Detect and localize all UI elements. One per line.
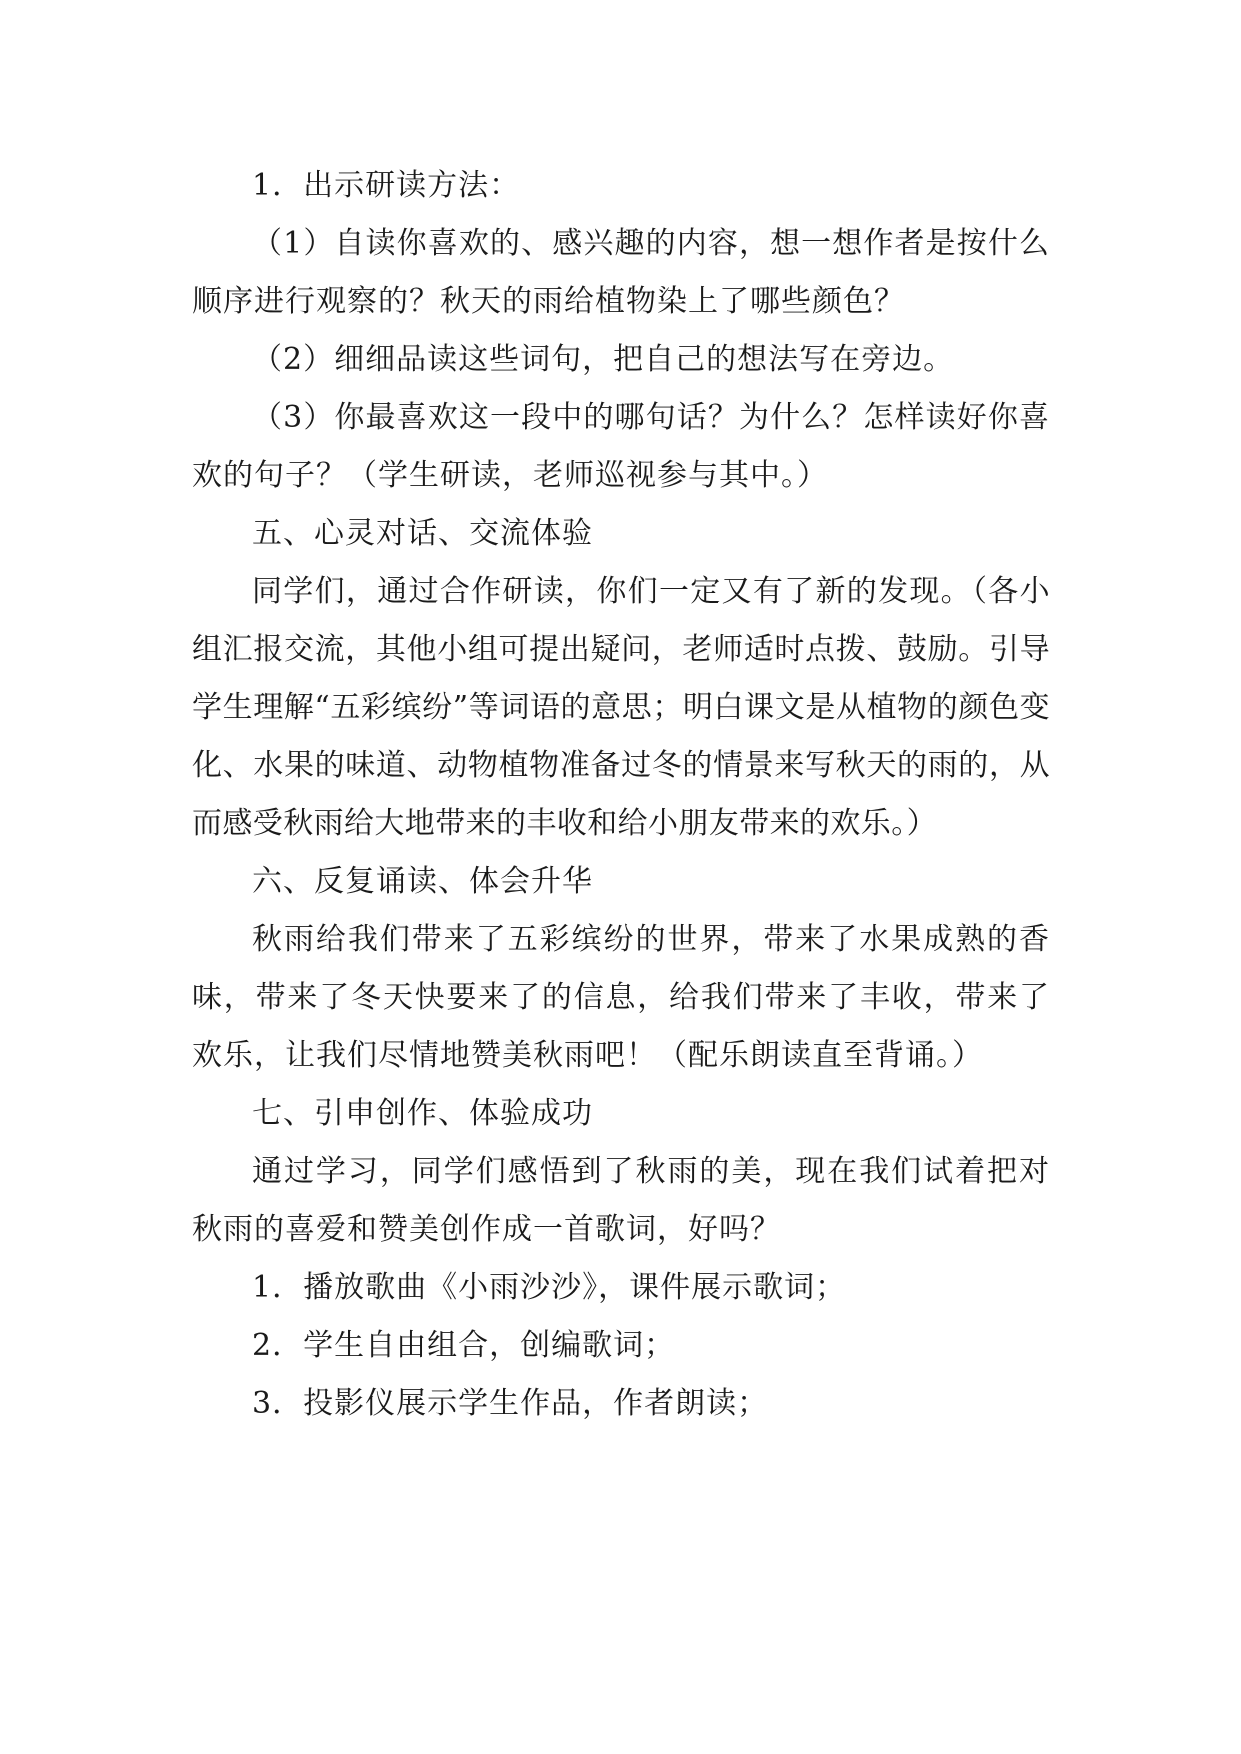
paragraph-method-1: （1）自读你喜欢的、感兴趣的内容，想一想作者是按什么顺序进行观察的？秋天的雨给植物染上了哪些颜色？	[192, 226, 1050, 319]
step-item-2: 2．学生自由组合，创编歌词；	[252, 1328, 676, 1363]
step-item-3: 3．投影仪展示学生作品，作者朗读；	[252, 1386, 769, 1421]
section-heading-7: 七、引申创作、体验成功	[252, 1096, 593, 1131]
section-heading-6: 六、反复诵读、体会升华	[252, 864, 593, 899]
paragraph-creation: 通过学习，同学们感悟到了秋雨的美，现在我们试着把对秋雨的喜爱和赞美创作成一首歌词，好吗？	[192, 1154, 1050, 1247]
paragraph-method-2: （2）细细品读这些词句，把自己的想法写在旁边。	[252, 342, 955, 377]
section-heading-5: 五、心灵对话、交流体验	[252, 516, 593, 551]
paragraph-recitation: 秋雨给我们带来了五彩缤纷的世界，带来了水果成熟的香味，带来了冬天快要来了的信息，给我们带来了丰收，带来了欢乐，让我们尽情地赞美秋雨吧！（配乐朗读直至背诵。）	[192, 922, 1050, 1073]
paragraph-method-3: （3）你最喜欢这一段中的哪句话？为什么？怎样读好你喜欢的句子？（学生研读，老师巡视参与其中。）	[192, 400, 1050, 493]
paragraph-discussion: 同学们，通过合作研读，你们一定又有了新的发现。（各小组汇报交流，其他小组可提出疑问，老师适时点拨、鼓励。引导学生理解“五彩缤纷”等词语的意思；明白课文是从植物的颜色变化、水果的味道、动物植物准备过冬的情景来写秋天的雨的，从而感受秋雨给大地带来的丰收和给小朋友带来的欢乐。）	[192, 574, 1050, 841]
document-body	[192, 157, 1050, 1433]
step-item-1: 1．播放歌曲《小雨沙沙》，课件展示歌词；	[252, 1270, 847, 1305]
paragraph-method-heading: 1．出示研读方法：	[252, 168, 521, 203]
